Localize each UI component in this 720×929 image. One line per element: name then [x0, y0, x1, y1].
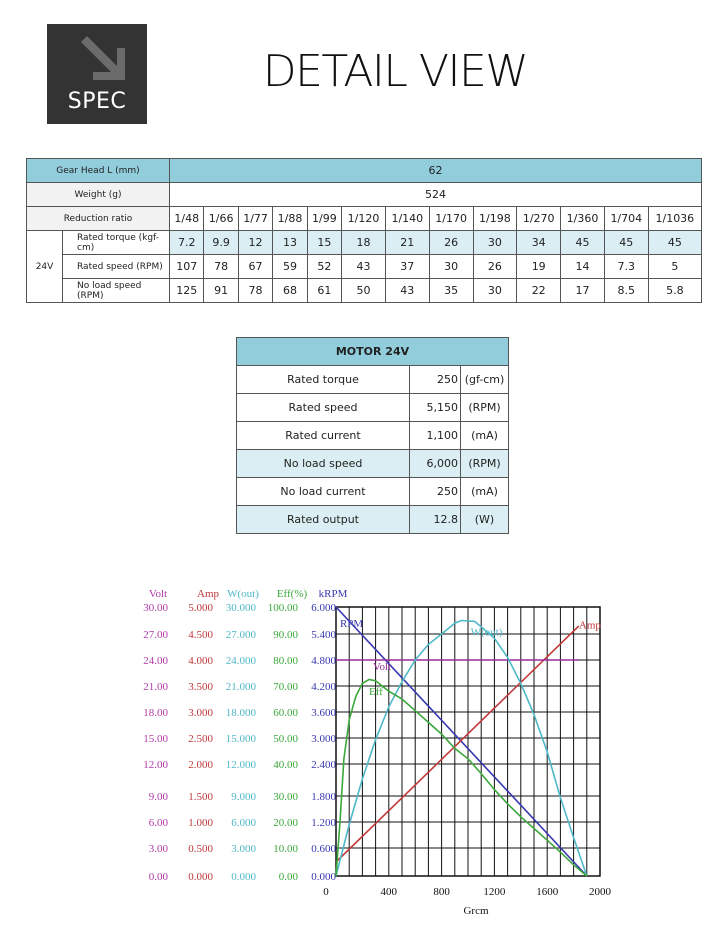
motor-row-label: Rated output	[237, 506, 410, 534]
table-cell: 7.3	[604, 255, 648, 279]
y-tick-label: 24.000	[225, 655, 256, 667]
series-label: RPM	[339, 617, 364, 630]
motor-row-unit: (RPM)	[461, 394, 509, 422]
y-tick-label: 21.00	[143, 681, 168, 693]
y-tick-label: 21.000	[225, 681, 256, 693]
y-tick-label: 0.00	[278, 871, 298, 883]
ratio-header: 1/360	[561, 207, 605, 231]
table-cell: 125	[170, 279, 204, 303]
ratio-header: 1/198	[473, 207, 517, 231]
y-tick-label: 3.500	[188, 681, 213, 693]
table-cell: 52	[307, 255, 341, 279]
y-tick-label: 6.000	[231, 817, 256, 829]
y-tick-label: 18.00	[143, 707, 168, 719]
table-cell: 59	[273, 255, 307, 279]
y-tick-label: 70.00	[273, 681, 298, 693]
table-cell: 45	[604, 231, 648, 255]
weight-value: 524	[170, 183, 702, 207]
y-tick-label: 1.000	[188, 817, 213, 829]
ratio-header: 1/704	[604, 207, 648, 231]
table-cell: 8.5	[604, 279, 648, 303]
series-label: Amp	[578, 619, 601, 632]
y-tick-label: 24.00	[143, 655, 168, 667]
table-cell: 30	[473, 279, 517, 303]
y-tick-label: 1.800	[311, 791, 336, 803]
table-cell: 61	[307, 279, 341, 303]
y-tick-label: 1.500	[188, 791, 213, 803]
table-cell: 45	[648, 231, 701, 255]
y-tick-label: 12.00	[143, 759, 168, 771]
x-tick-label: 400	[380, 886, 398, 898]
y-tick-label: 60.00	[273, 707, 298, 719]
y-tick-label: 27.000	[225, 629, 256, 641]
motor-row-unit: (RPM)	[461, 450, 509, 478]
x-tick-label: 800	[433, 886, 450, 898]
table-cell: 17	[561, 279, 605, 303]
page-title: DETAIL VIEW	[262, 46, 528, 97]
series-line-eff	[336, 680, 587, 877]
spec-logo-text: SPEC	[67, 89, 127, 114]
y-tick-label: 27.00	[143, 629, 168, 641]
table-cell: 43	[385, 279, 429, 303]
y-tick-label: 6.00	[148, 817, 168, 829]
table-cell: 26	[473, 255, 517, 279]
axis-header: W(out)	[227, 588, 259, 600]
ratio-header: 1/1036	[648, 207, 701, 231]
axis-header: Volt	[148, 588, 168, 600]
motor-row-unit: (mA)	[461, 478, 509, 506]
y-tick-label: 0.500	[188, 843, 213, 855]
y-tick-label: 0.00	[148, 871, 168, 883]
y-tick-label: 80.00	[273, 655, 298, 667]
x-tick-label: 0	[323, 886, 329, 898]
y-tick-label: 3.000	[188, 707, 213, 719]
series-label: W(out)	[470, 626, 503, 639]
gear-spec-table	[26, 158, 702, 303]
motor-row-value: 250	[410, 478, 461, 506]
y-tick-label: 90.00	[273, 629, 298, 641]
spec-logo	[47, 24, 147, 124]
y-tick-label: 30.00	[143, 602, 168, 614]
motor-performance-chart	[120, 580, 620, 925]
axis-header: Eff(%)	[276, 588, 308, 600]
y-tick-label: 4.800	[311, 655, 336, 667]
x-tick-label: 1600	[536, 886, 559, 898]
table-cell: 91	[204, 279, 238, 303]
series-label: Eff	[369, 686, 383, 699]
y-tick-label: 4.200	[311, 681, 336, 693]
axis-header: Amp	[197, 588, 219, 600]
table-cell: 45	[561, 231, 605, 255]
motor-row-unit: (gf-cm)	[461, 366, 509, 394]
y-tick-label: 10.00	[273, 843, 298, 855]
ratio-header: 1/120	[342, 207, 386, 231]
motor-row-label: Rated current	[237, 422, 410, 450]
y-tick-label: 2.000	[188, 759, 213, 771]
table-cell: 21	[385, 231, 429, 255]
y-tick-label: 3.00	[148, 843, 168, 855]
table-cell: 22	[517, 279, 561, 303]
motor-spec-table	[236, 337, 509, 534]
table-cell: 34	[517, 231, 561, 255]
table-cell: 43	[342, 255, 386, 279]
table-cell: 50	[342, 279, 386, 303]
voltage-label: 24V	[27, 231, 63, 303]
table-cell: 19	[517, 255, 561, 279]
table-cell: 37	[385, 255, 429, 279]
ratio-header: 1/48	[170, 207, 204, 231]
y-tick-label: 5.000	[188, 602, 213, 614]
y-tick-label: 0.000	[188, 871, 213, 883]
motor-row-value: 12.8	[410, 506, 461, 534]
x-axis-label: Grcm	[463, 905, 489, 917]
table-cell: 5	[648, 255, 701, 279]
motor-table-title: MOTOR 24V	[237, 338, 509, 366]
reduction-ratio-label: Reduction ratio	[27, 207, 170, 231]
y-tick-label: 0.000	[311, 871, 336, 883]
ratio-header: 1/77	[238, 207, 272, 231]
series-label: Volt	[372, 661, 392, 674]
y-tick-label: 9.00	[148, 791, 168, 803]
y-tick-label: 3.600	[311, 707, 336, 719]
table-cell: 30	[473, 231, 517, 255]
table-cell: 18	[342, 231, 386, 255]
ratio-header: 1/170	[429, 207, 473, 231]
ratio-header: 1/66	[204, 207, 238, 231]
table-cell: 7.2	[170, 231, 204, 255]
table-cell: 30	[429, 255, 473, 279]
y-tick-label: 12.000	[225, 759, 256, 771]
row-label: Rated speed (RPM)	[63, 255, 170, 279]
y-tick-label: 30.00	[273, 791, 298, 803]
y-tick-label: 4.500	[188, 629, 213, 641]
axis-header: kRPM	[318, 588, 348, 600]
table-cell: 12	[238, 231, 272, 255]
y-tick-label: 4.000	[188, 655, 213, 667]
motor-row-unit: (W)	[461, 506, 509, 534]
motor-row-value: 250	[410, 366, 461, 394]
y-tick-label: 3.000	[311, 733, 336, 745]
y-tick-label: 0.600	[311, 843, 336, 855]
y-tick-label: 15.000	[225, 733, 256, 745]
table-cell: 67	[238, 255, 272, 279]
x-tick-label: 1200	[483, 886, 506, 898]
y-tick-label: 1.200	[311, 817, 336, 829]
y-tick-label: 6.000	[311, 602, 336, 614]
series-line-rpm	[336, 607, 587, 876]
series-line-wout	[336, 621, 587, 877]
y-tick-label: 5.400	[311, 629, 336, 641]
row-label: No load speed (RPM)	[63, 279, 170, 303]
y-tick-label: 40.00	[273, 759, 298, 771]
table-cell: 13	[273, 231, 307, 255]
table-cell: 5.8	[648, 279, 701, 303]
arrow-down-right-icon	[77, 32, 129, 84]
ratio-header: 1/140	[385, 207, 429, 231]
motor-row-label: Rated torque	[237, 366, 410, 394]
motor-row-label: Rated speed	[237, 394, 410, 422]
weight-label: Weight (g)	[27, 183, 170, 207]
y-tick-label: 100.00	[267, 602, 298, 614]
table-cell: 15	[307, 231, 341, 255]
ratio-header: 1/99	[307, 207, 341, 231]
gear-head-label: Gear Head L (mm)	[27, 159, 170, 183]
table-cell: 78	[238, 279, 272, 303]
y-tick-label: 2.500	[188, 733, 213, 745]
table-cell: 107	[170, 255, 204, 279]
motor-row-unit: (mA)	[461, 422, 509, 450]
y-tick-label: 0.000	[231, 871, 256, 883]
motor-row-label: No load speed	[237, 450, 410, 478]
x-tick-label: 2000	[589, 886, 611, 898]
table-cell: 68	[273, 279, 307, 303]
gear-head-value: 62	[170, 159, 702, 183]
table-cell: 26	[429, 231, 473, 255]
table-cell: 14	[561, 255, 605, 279]
y-tick-label: 3.000	[231, 843, 256, 855]
ratio-header: 1/88	[273, 207, 307, 231]
motor-row-value: 6,000	[410, 450, 461, 478]
y-tick-label: 9.000	[231, 791, 256, 803]
y-tick-label: 20.00	[273, 817, 298, 829]
y-tick-label: 2.400	[311, 759, 336, 771]
motor-row-label: No load current	[237, 478, 410, 506]
y-tick-label: 18.000	[225, 707, 256, 719]
table-cell: 35	[429, 279, 473, 303]
motor-row-value: 5,150	[410, 394, 461, 422]
motor-row-value: 1,100	[410, 422, 461, 450]
ratio-header: 1/270	[517, 207, 561, 231]
table-cell: 78	[204, 255, 238, 279]
row-label: Rated torque (kgf-cm)	[63, 231, 170, 255]
table-cell: 9.9	[204, 231, 238, 255]
y-tick-label: 30.000	[225, 602, 256, 614]
y-tick-label: 50.00	[273, 733, 298, 745]
y-tick-label: 15.00	[143, 733, 168, 745]
